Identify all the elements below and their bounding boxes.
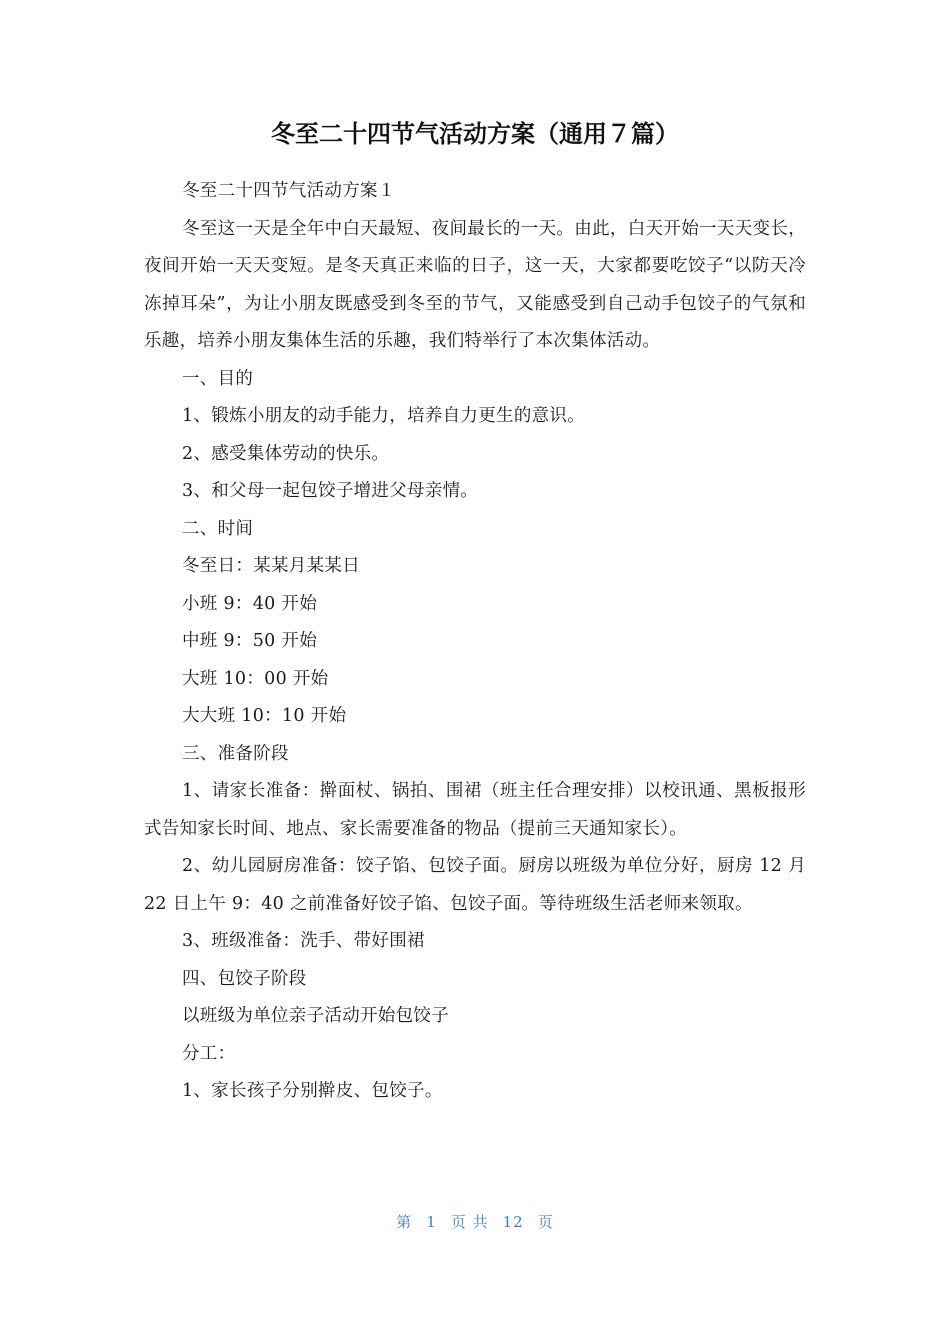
section-heading-dumplings: 四、包饺子阶段: [182, 968, 307, 989]
list-item: 冬至日：某某月某某日: [182, 556, 360, 576]
footer-page-suffix: 页: [537, 1213, 554, 1231]
footer-page-number: 1: [426, 1213, 437, 1231]
footer-page-middle: 页 共: [450, 1213, 489, 1231]
page-footer: [0, 1210, 950, 1234]
list-item: 以班级为单位亲子活动开始包饺子: [182, 1006, 449, 1026]
list-item: 中班 9：50 开始: [182, 631, 318, 651]
section-heading-time: 二、时间: [182, 518, 254, 539]
list-item: 1、锻炼小朋友的动手能力，培养自力更生的意识。: [182, 406, 586, 426]
document-title: 冬至二十四节气活动方案（通用７篇）: [271, 120, 679, 148]
list-item: 3、和父母一起包饺子增进父母亲情。: [182, 481, 479, 501]
footer-page-total: 12: [502, 1213, 524, 1231]
list-item: 2、感受集体劳动的快乐。: [182, 443, 390, 464]
section-heading-purpose: 一、目的: [182, 368, 254, 389]
list-item: 1、家长孩子分别擀皮、包饺子。: [182, 1081, 443, 1101]
document-body: [144, 173, 806, 1111]
paragraph-heading-1: 冬至二十四节气活动方案１: [182, 181, 396, 201]
footer-page-prefix: 第: [396, 1213, 413, 1231]
list-item: 1、请家长准备：擀面杖、锅拍、围裙（班主任合理安排）以校讯通、黑板报形式告知家长时间、地点、家长需要准备的物品（提前三天通知家长）。: [144, 781, 806, 839]
list-item: 大班 10：00 开始: [182, 668, 329, 689]
paragraph-intro: 冬至这一天是全年中白天最短、夜间最长的一天。由此，白天开始一天天变长，夜间开始一天天变短。是冬天真正来临的日子，这一天，大家都要吃饺子“以防天冷冻掉耳朵”，为让小朋友既感受到冬至的节气，又能感受到自己动手包饺子的气氛和乐趣，培养小朋友集体生活的乐趣，我们特举行了本次集体活动。: [144, 218, 806, 351]
list-item: 3、班级准备：洗手、带好围裙: [182, 931, 425, 951]
section-heading-preparation: 三、准备阶段: [182, 743, 289, 764]
list-item: 2、幼儿园厨房准备：饺子馅、包饺子面。厨房以班级为单位分好，厨房 12 月 22 日上午 9：40 之前准备好饺子馅、包饺子面。等待班级生活老师来领取。: [144, 856, 806, 914]
list-item: 大大班 10：10 开始: [182, 706, 347, 726]
list-item: 分工：: [182, 1043, 236, 1064]
list-item: 小班 9：40 开始: [182, 593, 318, 614]
